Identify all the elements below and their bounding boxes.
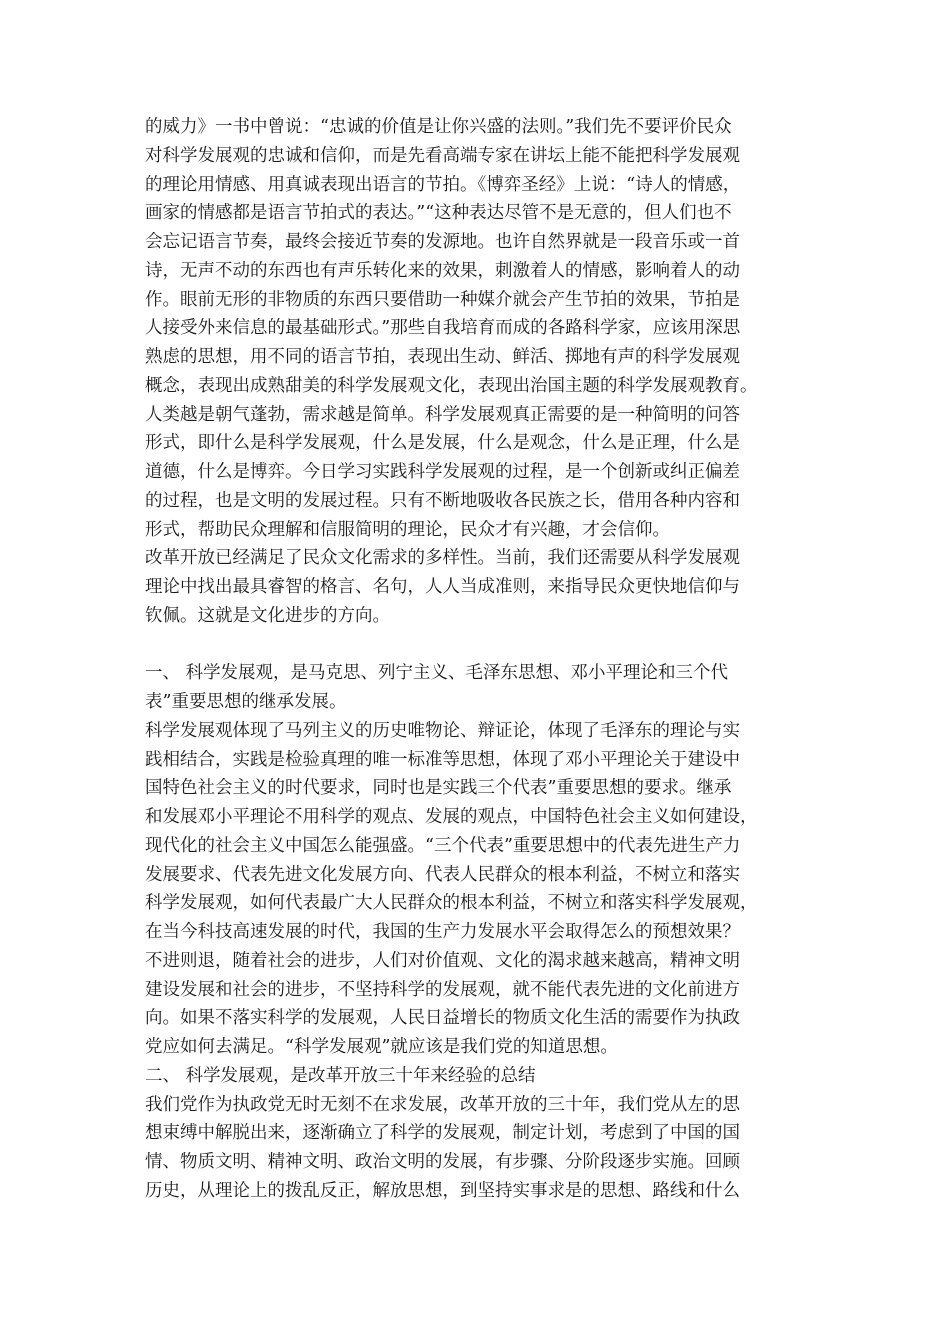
text-line: 理论中找出最具睿智的格言、名句，人人当成准则，来指导民众更快地信仰与 (145, 577, 740, 597)
text-line: 画家的情感都是语言节拍式的表达。”“这种表达尽管不是无意的，但人们也不 (145, 203, 732, 224)
text-line: 熟虑的思想，用不同的语言节拍，表现出生动、鲜活、掷地有声的科学发展观 (145, 347, 740, 367)
text-line: 情、物质文明、精神文明、政治文明的发展，有步骤、分阶段逐步实施。回顾 (145, 1152, 740, 1172)
text-line: 一、 科学发展观，是马克思、列宁主义、毛泽东思想、邓小平理论和三个代 (145, 663, 729, 684)
text-line: 人类越是朝气蓬勃，需求越是简单。科学发展观真正需要的是一种简明的问答 (145, 404, 740, 425)
text-line: 党应如何去满足。“科学发展观”就应该是我们党的知道思想。 (145, 1037, 618, 1057)
blank-line (145, 631, 825, 660)
text-line: 向。如果不落实科学的发展观，人民日益增长的物质文化生活的需要作为执政 (145, 1008, 740, 1029)
document-body (145, 113, 825, 1206)
text-line: 科学发展观体现了马列主义的历史唯物论、辩证论，体现了毛泽东的理论与实 (145, 720, 740, 741)
text-line: 形式，帮助民众理解和信服简明的理论，民众才有兴趣，才会信仰。 (145, 519, 670, 540)
text-line: 发展要求、代表先进文化发展方向、代表人民群众的根本利益，不树立和落实 (145, 864, 740, 885)
text-line: 的过程，也是文明的发展过程。只有不断地吸收各民族之长，借用各种内容和 (145, 490, 740, 511)
text-line: 历史，从理论上的拨乱反正，解放思想，到坚持实事求是的思想、路线和什么 (145, 1180, 740, 1201)
text-line: 我们党作为执政党无时无刻不在求发展，改革开放的三十年，我们党从左的思 (145, 1094, 740, 1115)
text-line: 二、 科学发展观，是改革开放三十年来经验的总结 (145, 1065, 536, 1086)
text-line: 的威力》一书中曾说：“忠诚的价值是让你兴盛的法则。”我们先不要评价民众 (145, 117, 732, 137)
text-line: 建设发展和社会的进步，不坚持科学的发展观，就不能代表先进的文化前进方 (145, 979, 740, 1000)
text-line: 和发展邓小平理论不用科学的观点、发展的观点，中国特色社会主义如何建设， (145, 807, 758, 827)
text-line: 的理论用情感、用真诚表现出语言的节拍。《博弈圣经》上说：“诗人的情感， (145, 174, 741, 195)
text-line: 会忘记语言节奏，最终会接近节奏的发源地。也许自然界就是一段音乐或一首 (145, 232, 740, 252)
text-line: 不进则退，随着社会的进步，人们对价值观、文化的渴求越来越高，精神文明 (145, 950, 740, 971)
text-line: 想束缚中解脱出来，逐渐确立了科学的发展观，制定计划，考虑到了中国的国 (145, 1123, 740, 1144)
text-line: 表”重要思想的继承发展。 (145, 692, 347, 712)
text-line: 作。眼前无形的非物质的东西只要借助一种媒介就会产生节拍的效果，节拍是 (145, 289, 740, 310)
text-line: 改革开放已经满足了民众文化需求的多样性。当前，我们还需要从科学发展观 (145, 548, 740, 569)
text-line: 概念，表现出成熟甜美的科学发展观文化，表现出治国主题的科学发展观教育。 (145, 375, 758, 396)
text-line: 践相结合，实践是检验真理的唯一标准等思想，体现了邓小平理论关于建设中 (145, 749, 740, 770)
text-line: 道德，什么是博弈。今日学习实践科学发展观的过程，是一个创新或纠正偏差 (145, 462, 740, 482)
text-line: 诗，无声不动的东西也有声乐转化来的效果，刺激着人的情感，影响着人的动 (145, 260, 740, 281)
text-line: 国特色社会主义的时代要求，同时也是实践三个代表”重要思想的要求。继承 (145, 778, 732, 799)
text-line: 钦佩。这就是文化进步的方向。 (145, 605, 390, 626)
text-line: 人接受外来信息的最基础形式。”那些自我培育而成的各路科学家，应该用深思 (145, 318, 741, 339)
text-line: 科学发展观，如何代表最广大人民群众的根本利益，不树立和落实科学发展观， (145, 893, 758, 914)
text-line: 形式，即什么是科学发展观，什么是发展，什么是观念，什么是正理，什么是 (145, 433, 740, 454)
text-line: 对科学发展观的忠诚和信仰，而是先看高端专家在讲坛上能不能把科学发展观 (145, 145, 740, 166)
text-line: 在当今科技高速发展的时代，我国的生产力发展水平会取得怎么的预想效果？ (145, 922, 740, 942)
text-line: 现代化的社会主义中国怎么能强盛。“三个代表”重要思想中的代表先进生产力 (145, 835, 741, 856)
